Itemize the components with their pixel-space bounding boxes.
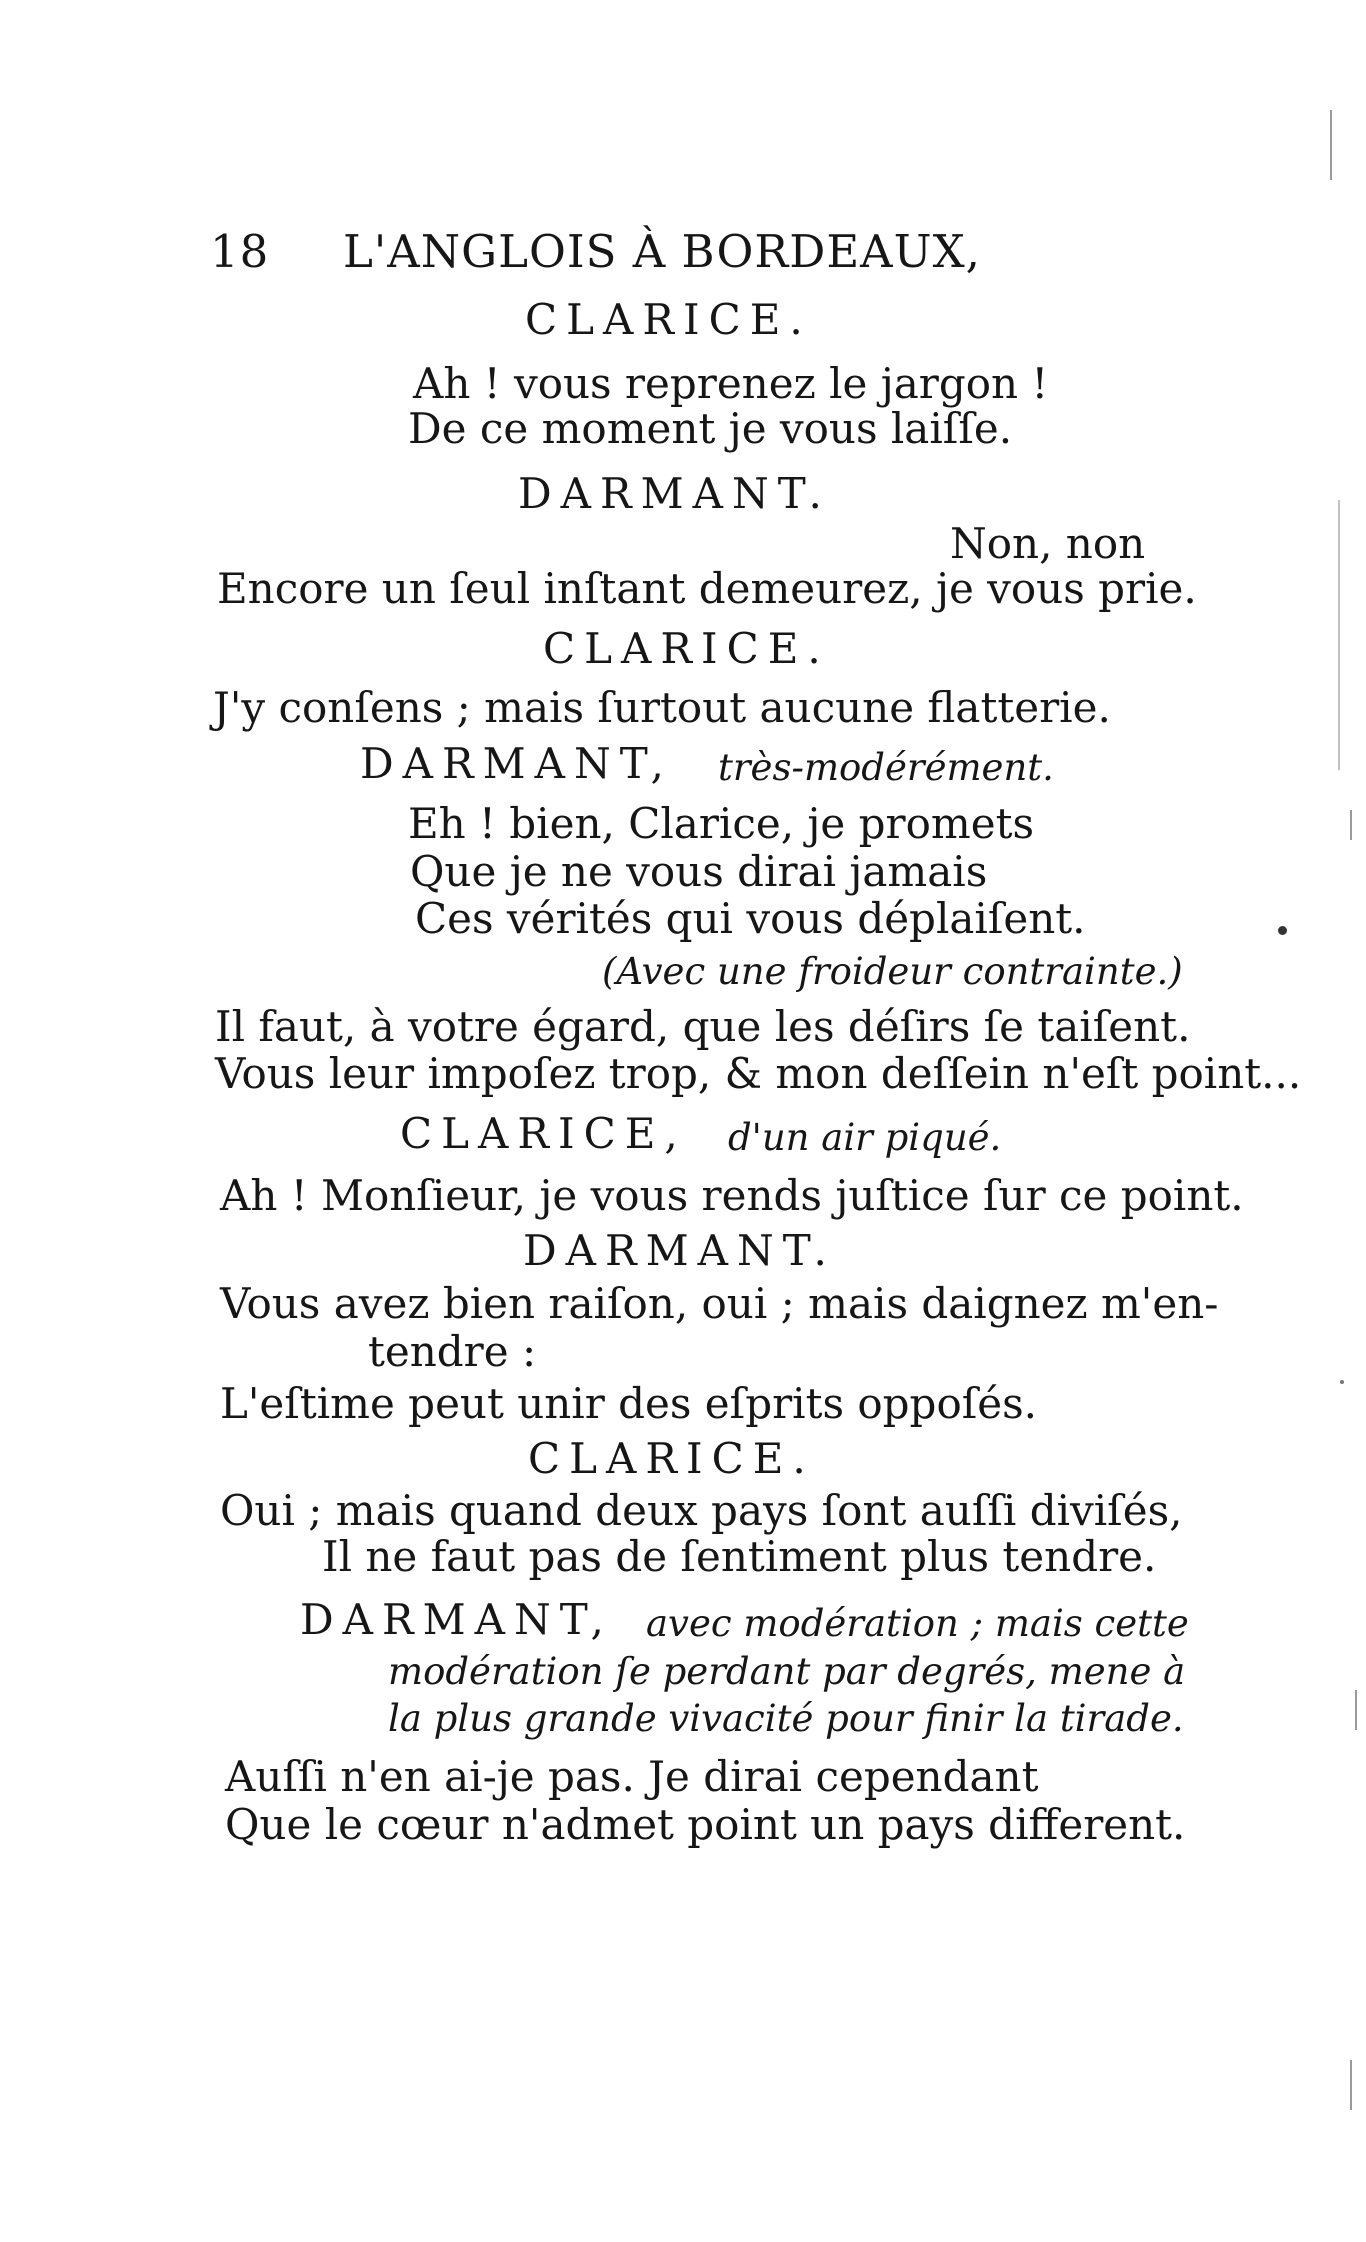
page-edge-mark xyxy=(1338,500,1340,770)
stage-direction: (Avec une froideur contrainte.) xyxy=(602,950,1183,993)
speaker-clarice: CLARICE. xyxy=(528,1434,815,1483)
stage-direction: d'un air piqué. xyxy=(728,1116,1002,1159)
speaker-clarice: CLARICE, xyxy=(400,1109,687,1158)
ink-speck xyxy=(1340,1380,1344,1384)
stage-direction: modération ſe perdant par degrés, mene à xyxy=(388,1650,1186,1693)
stage-direction: avec modération ; mais cette xyxy=(646,1602,1189,1645)
speaker-clarice: CLARICE. xyxy=(525,295,812,344)
page-number: 18 xyxy=(210,225,270,278)
page-edge-mark xyxy=(1350,2060,1352,2110)
verse-line: Vous leur impoſez trop, & mon deſſein n'eſt point... xyxy=(215,1049,1302,1098)
verse-line: Vous avez bien raiſon, oui ; mais daignez m'en- xyxy=(220,1279,1219,1328)
verse-line: tendre : xyxy=(368,1327,537,1376)
verse-line: Auſſi n'en ai-je pas. Je dirai cependant xyxy=(225,1752,1039,1801)
ink-speck xyxy=(1278,926,1287,935)
verse-line: De ce moment je vous laiſſe. xyxy=(408,404,1013,453)
verse-line: Oui ; mais quand deux pays ſont auſſi diviſés, xyxy=(220,1486,1183,1535)
verse-line: Que le cœur n'admet point un pays different. xyxy=(225,1800,1186,1849)
speaker-darmant: DARMANT, xyxy=(360,739,673,788)
verse-line: Ah ! vous reprenez le jargon ! xyxy=(413,359,1049,408)
verse-line: Il faut, à votre égard, que les déſirs ſe taiſent. xyxy=(215,1002,1191,1051)
speaker-darmant: DARMANT, xyxy=(300,1595,613,1644)
verse-line: Que je ne vous dirai jamais xyxy=(410,847,988,896)
verse-line: J'y conſens ; mais ſurtout aucune flatterie. xyxy=(213,683,1111,732)
running-head: L'ANGLOIS À BORDEAUX, xyxy=(343,225,981,278)
speaker-darmant: DARMANT. xyxy=(518,469,831,518)
speaker-darmant: DARMANT. xyxy=(523,1226,836,1275)
page-edge-mark xyxy=(1330,110,1332,180)
verse-line: L'eſtime peut unir des eſprits oppoſés. xyxy=(220,1379,1038,1428)
verse-line: Non, non xyxy=(950,519,1146,568)
verse-line: Il ne faut pas de ſentiment plus tendre. xyxy=(322,1532,1157,1581)
stage-direction: la plus grande vivacité pour finir la tirade. xyxy=(388,1697,1184,1740)
speaker-clarice: CLARICE. xyxy=(543,624,830,673)
verse-line: Ah ! Monſieur, je vous rends juſtice ſur ce point. xyxy=(220,1171,1244,1220)
page-edge-mark xyxy=(1355,1690,1357,1730)
page-edge-mark xyxy=(1350,810,1352,840)
verse-line: Ces vérités qui vous déplaiſent. xyxy=(415,894,1086,943)
stage-direction: très-modérément. xyxy=(718,746,1054,789)
verse-line: Encore un ſeul inſtant demeurez, je vous prie. xyxy=(217,564,1197,613)
verse-line: Eh ! bien, Clarice, je promets xyxy=(408,799,1035,848)
